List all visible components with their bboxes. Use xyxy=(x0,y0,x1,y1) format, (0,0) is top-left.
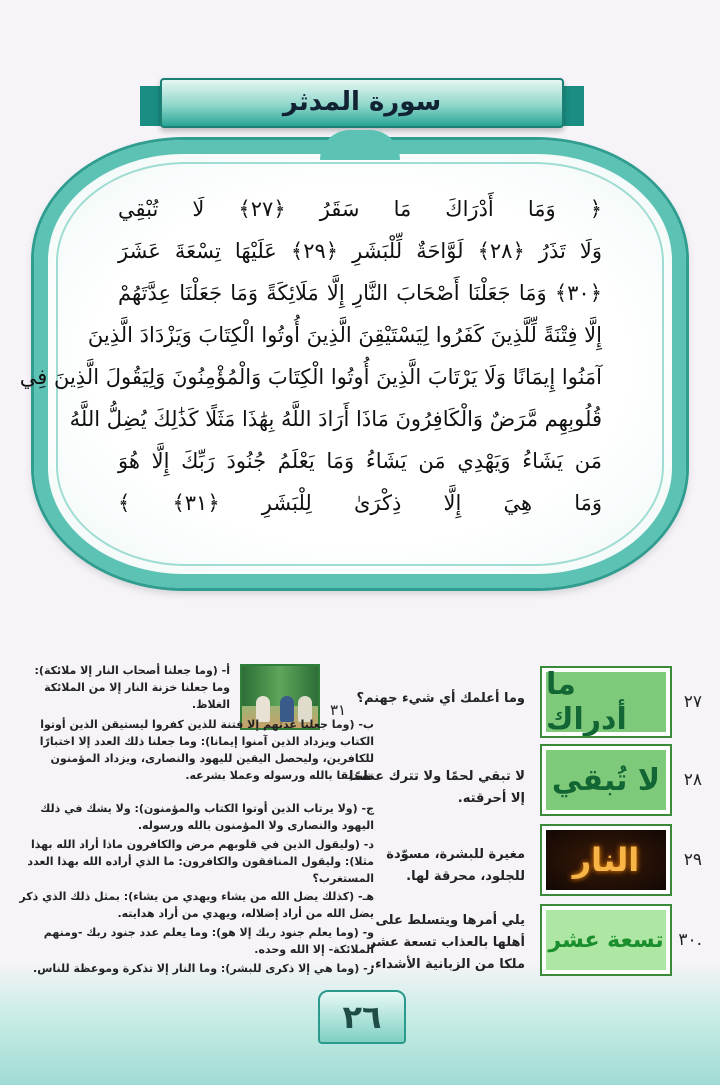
verse-text-block xyxy=(19,188,602,524)
vocab-meaning: يلي أمرها ويتسلط على أهلها بالعذاب تسعة عشر ملكا من الزبانية الأشداء. xyxy=(368,913,525,972)
vocab-meaning: لا تبقي لحمًا ولا تترك عظمًا إلا أحرقته. xyxy=(349,769,525,806)
note-item: هـ- (كذلك يضل الله من يشاء ويهدي من يشاء): بمثل ذلك الذي ذكر يضل الله من أراد إضلاله، ويهدي من أراد هدايته. xyxy=(19,890,374,920)
vocab-verse-number: ٣٠. xyxy=(678,930,702,950)
vocab-verse-number: ٢٨ xyxy=(683,770,702,790)
vocab-meaning: مغيرة للبشرة، مسوّدة للجلود، محرقة لها. xyxy=(386,847,525,884)
verse-line: إِلَّا فِتْنَةً لِّلَّذِينَ كَفَرُوا لِيَسْتَيْقِنَ الَّذِينَ أُوتُوا الْكِتَابَ وَيَزْدَادَ الَّذِينَ xyxy=(87,323,602,347)
verse-line: آمَنُوا إِيمَانًا وَلَا يَرْتَابَ الَّذِينَ أُوتُوا الْكِتَابَ وَالْمُؤْمِنُونَ وَلِيَقُولَ الَّذِينَ فِي xyxy=(19,365,602,389)
vocab-word-card: لا تُبقي xyxy=(542,746,670,814)
frame-ornament xyxy=(320,130,400,160)
verse-line: مَن يَشَاءُ وَيَهْدِي مَن يَشَاءُ وَمَا يَعْلَمُ جُنُودَ رَبِّكَ إِلَّا هُوَ xyxy=(118,449,602,473)
note-item: ج- (ولا يرتاب الذين أوتوا الكتاب والمؤمنون): ولا يشك في ذلك اليهود والنصارى ولا المؤمنون بالله ورسوله. xyxy=(40,802,374,832)
note-item: و- (وما يعلم جنود ربك إلا هو): وما يعلم عدد جنود ربك -ومنهم الملائكة- إلا الله وحده. xyxy=(43,926,374,956)
page-number: ٢٦ xyxy=(318,990,406,1044)
verse-line: وَلَا تَذَرُ ﴿٢٨﴾ لَوَّاحَةٌ لِّلْبَشَرِ ﴿٢٩﴾ عَلَيْهَا تِسْعَةَ عَشَرَ xyxy=(118,239,602,263)
vocab-meaning: وما أعلمك أي شيء جهنم؟ xyxy=(356,691,525,706)
verse-frame xyxy=(19,140,686,588)
vocab-word-card: ما أدراك xyxy=(542,668,670,736)
note-item: ب- (وما جعلنا عدتهم إلا فتنة للذين كفروا ليستيقن الذين أوتوا الكتاب ويزداد الذين آمنوا إيمانا): وما جعلنا ذلك العدد إلا اختبارًا للكافرين، وليحصل اليقين لليهود والنصارى، ويزداد المؤمنون تصديقا بالله ورسوله وعملا بشرعه. xyxy=(39,718,374,782)
note-item: ز- (وما هي إلا ذكرى للبشر): وما النار إلا تذكرة وموعظة للناس. xyxy=(33,962,374,975)
verse-line: وَمَا هِيَ إِلَّا ذِكْرَىٰ لِلْبَشَرِ ﴿٣١﴾ ﴾ xyxy=(118,491,602,515)
notes-verse-number: ٣١ xyxy=(330,701,347,719)
verse-line: ﴿ وَمَا أَدْرَاكَ مَا سَقَرُ ﴿٢٧﴾ لَا تُبْقِي xyxy=(118,197,602,221)
note-item: د- (وليقول الذين في قلوبهم مرض والكافرون ماذا أراد الله بهذا مثلا): وليقول المنافقون والكافرون: ما الذي أراده الله بهذا العدد المستغرب؟ xyxy=(27,838,374,885)
vocab-verse-number: ٢٩ xyxy=(683,850,702,870)
note-item: أ- (وما جعلنا أصحاب النار إلا ملائكة): وما جعلنا خزنة النار إلا من الملائكة الغلاظ. xyxy=(34,664,230,711)
vocab-word-card: تسعة عشر xyxy=(542,906,670,974)
surah-title: سورة المدثر xyxy=(282,87,442,117)
verse-line: ﴿٣٠﴾ وَمَا جَعَلْنَا أَصْحَابَ النَّارِ إِلَّا مَلَائِكَةً وَمَا جَعَلْنَا عِدَّتَهُمْ xyxy=(118,281,602,305)
title-banner xyxy=(160,78,564,128)
vocab-verse-number: ٢٧ xyxy=(683,692,702,712)
vocab-word-card: النار xyxy=(542,826,670,894)
verse-line: قُلُوبِهِم مَّرَضٌ وَالْكَافِرُونَ مَاذَا أَرَادَ اللَّهُ بِهَٰذَا مَثَلًا كَذَٰلِكَ يُضِلُّ اللَّهُ xyxy=(69,407,602,431)
